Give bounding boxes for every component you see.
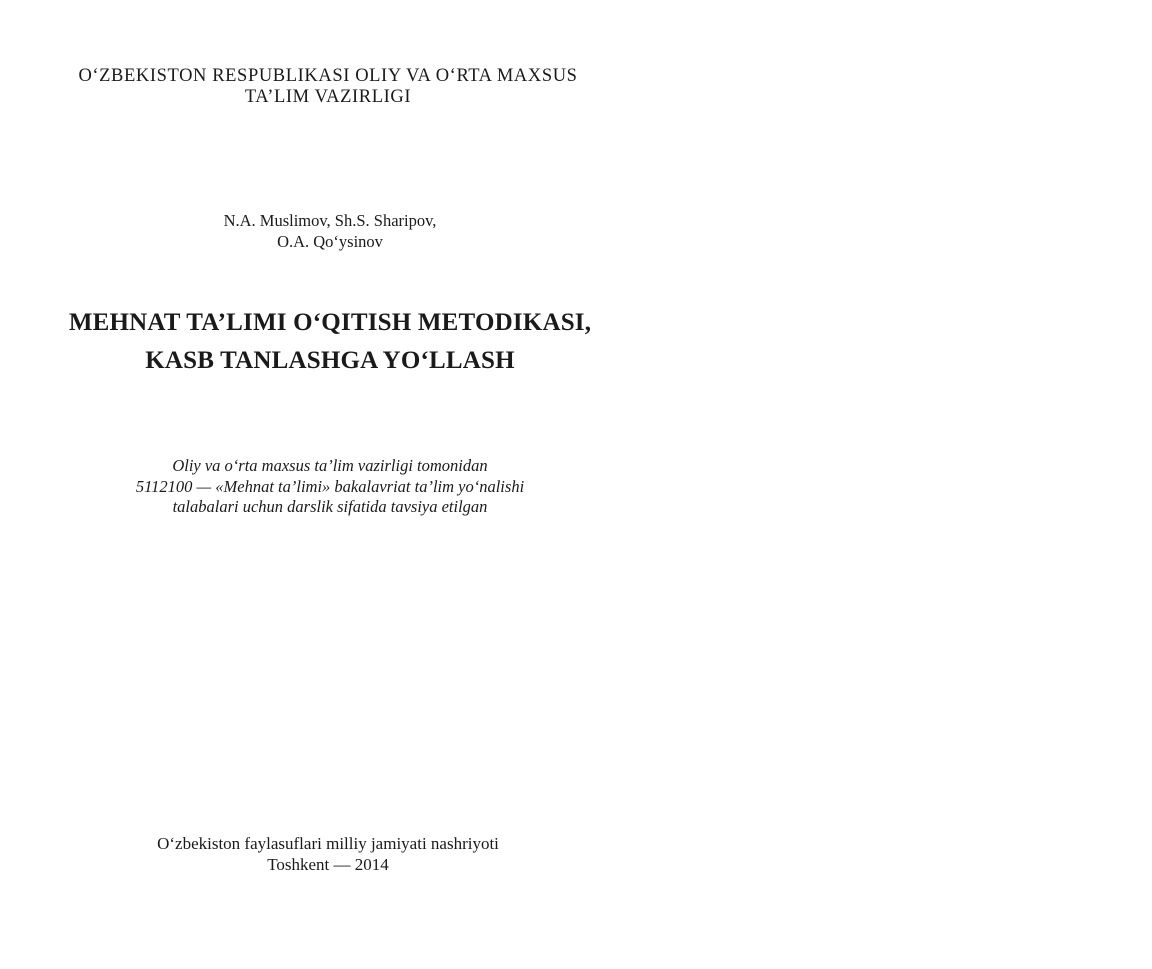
recommendation-line-3: talabalari uchun darslik sifatida tavsiya etilgan [172,497,488,516]
ministry-heading [0,66,656,108]
book-title-line-2: KASB TANLASHGA YO‘LLASH [145,347,515,374]
book-title-line-1: MEHNAT TA’LIMI O‘QITISH METODIKASI, [68,309,592,336]
recommendation-line-2: 5112100 — «Mehnat ta’limi» bakalavriat ta’lim yo‘nalishi [135,476,525,496]
book-title [0,304,660,380]
publisher-imprint [0,833,656,875]
publisher-name: O‘zbekiston faylasuflari milliy jamiyati nashriyoti [157,834,499,853]
recommendation-note [0,456,660,518]
recommendation-line-1: Oliy va o‘rta maxsus ta’lim vazirligi tomonidan [172,456,488,475]
publisher-place-year: Toshkent — 2014 [267,855,389,874]
ministry-line-2: TA’LIM VAZIRLIGI [244,87,412,107]
ministry-line-1: O‘ZBEKISTON RESPUBLIKASI OLIY VA O‘RTA MAXSUS [78,66,578,86]
authors-line-1: N.A. Muslimov, Sh.S. Sharipov, [223,211,437,230]
authors-line-2: O.A. Qo‘ysinov [277,232,383,251]
authors [0,210,660,252]
